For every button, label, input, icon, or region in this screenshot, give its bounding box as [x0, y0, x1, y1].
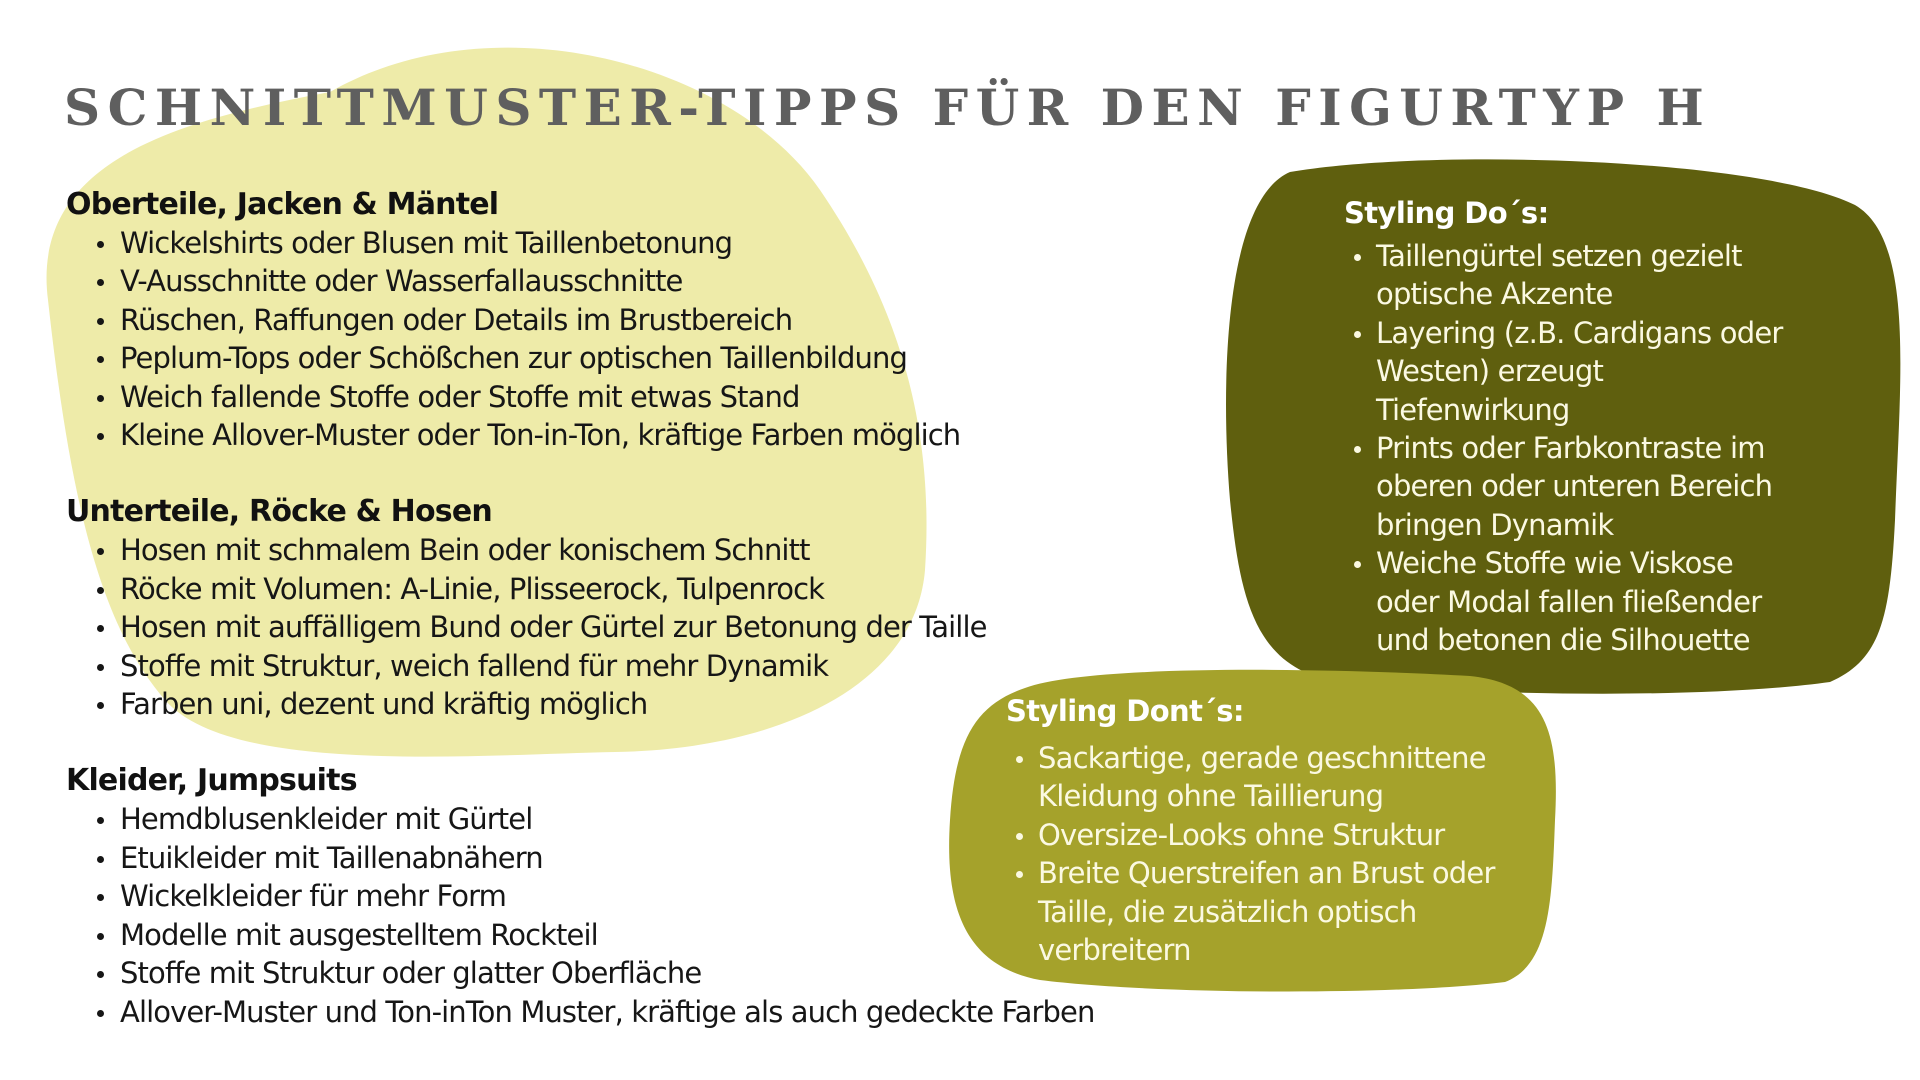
list-item: Wickelshirts oder Blusen mit Taillenbetonung — [120, 224, 1094, 262]
section-heading: Kleider, Jumpsuits — [66, 763, 357, 799]
pattern-tips-content — [66, 186, 1094, 1070]
section-heading: Oberteile, Jacken & Mäntel — [66, 187, 499, 222]
styling-dos-heading: Styling Do´s: — [1344, 196, 1549, 230]
list-item: Hosen mit auffälligem Bund oder Gürtel zur Betonung der Taille — [120, 608, 1094, 646]
section-bottoms — [66, 493, 1094, 723]
list-item: Breite Querstreifen an Brust oder Taille, die zusätzlich optisch verbreitern — [1038, 854, 1526, 969]
bullet-list — [1006, 739, 1526, 969]
list-item: Prints oder Farbkontraste im oberen oder unteren Bereich bringen Dynamik — [1376, 429, 1804, 544]
list-item: Etuikleider mit Taillenabnähern — [120, 839, 1094, 877]
list-item: Hemdblusenkleider mit Gürtel — [120, 800, 1094, 838]
list-item: Weich fallende Stoffe oder Stoffe mit etwas Stand — [120, 378, 1094, 416]
list-item: Modelle mit ausgestelltem Rockteil — [120, 916, 1094, 954]
bullet-list — [66, 224, 1094, 454]
styling-donts-box — [1006, 692, 1526, 969]
list-item: Farben uni, dezent und kräftig möglich — [120, 685, 1094, 723]
list-item: V-Ausschnitte oder Wasserfallausschnitte — [120, 262, 1094, 300]
list-item: Hosen mit schmalem Bein oder konischem Schnitt — [120, 531, 1094, 569]
list-item: Stoffe mit Struktur oder glatter Oberfläche — [120, 954, 1094, 992]
list-item: Rüschen, Raffungen oder Details im Brustbereich — [120, 301, 1094, 339]
page-title: SCHNITTMUSTER-TIPPS FÜR DEN FIGURTYP H — [64, 78, 1712, 137]
styling-donts-heading: Styling Dont´s: — [1006, 694, 1244, 728]
styling-dos-box — [1344, 194, 1804, 659]
list-item: Oversize-Looks ohne Struktur — [1038, 816, 1526, 854]
list-item: Weiche Stoffe wie Viskose oder Modal fallen fließender und betonen die Silhouette — [1376, 544, 1804, 659]
bullet-list — [66, 800, 1094, 1030]
list-item: Allover-Muster und Ton-inTon Muster, kräftige als auch gedeckte Farben — [120, 993, 1094, 1031]
section-tops — [66, 186, 1094, 454]
section-heading: Unterteile, Röcke & Hosen — [66, 494, 492, 530]
list-item: Stoffe mit Struktur, weich fallend für mehr Dynamik — [120, 647, 1094, 685]
section-dresses — [66, 762, 1094, 1030]
list-item: Röcke mit Volumen: A-Linie, Plisseerock, Tulpenrock — [120, 570, 1094, 608]
list-item: Taillengürtel setzen gezielt optische Akzente — [1376, 237, 1804, 314]
list-item: Wickelkleider für mehr Form — [120, 877, 1094, 915]
bullet-list — [1344, 237, 1804, 659]
list-item: Sackartige, gerade geschnittene Kleidung ohne Taillierung — [1038, 739, 1526, 816]
list-item: Kleine Allover-Muster oder Ton-in-Ton, kräftige Farben möglich — [120, 416, 1094, 454]
list-item: Layering (z.B. Cardigans oder Westen) erzeugt Tiefenwirkung — [1376, 314, 1804, 429]
list-item: Peplum-Tops oder Schößchen zur optischen Taillenbildung — [120, 339, 1094, 377]
bullet-list — [66, 531, 1094, 723]
